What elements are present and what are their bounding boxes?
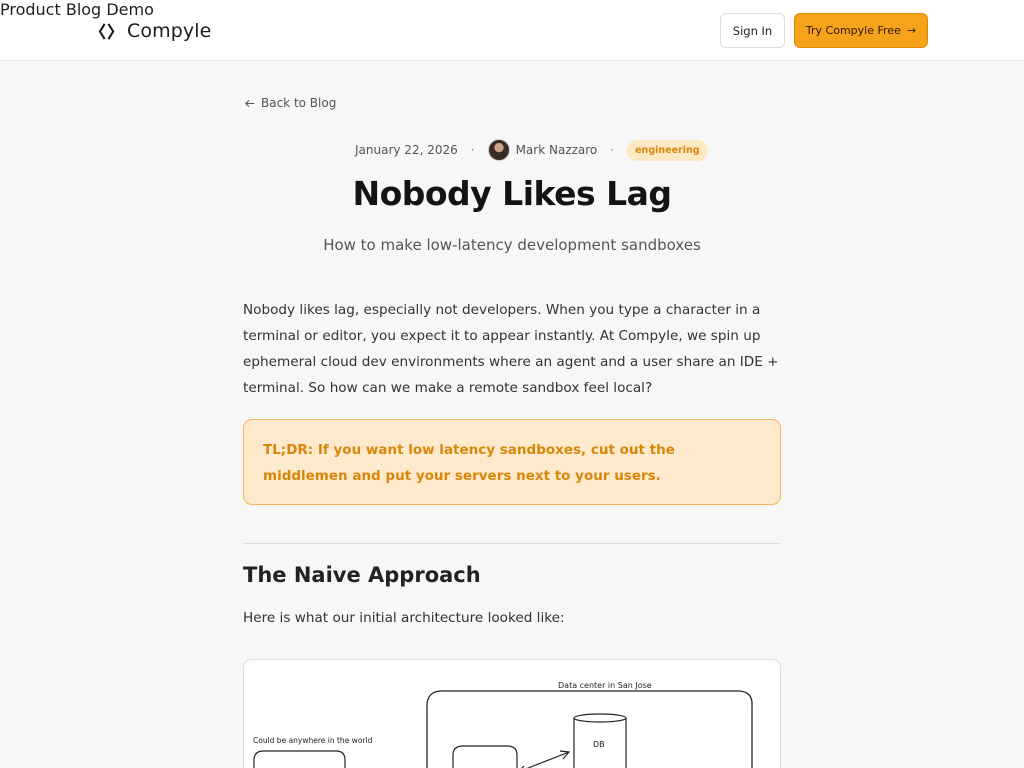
arrow-left-icon (244, 98, 255, 109)
section-heading: The Naive Approach (243, 563, 481, 587)
author-name[interactable]: Mark Nazzaro (515, 143, 598, 157)
intro-paragraph: Nobody likes lag, especially not developers. When you type a character in a terminal or editor, you expect it to appear instantly. At Compyle, we spin up ephemeral cloud dev environments where an agent and a user share an IDE + terminal. So how can we make a remote sandbox feel local? (243, 302, 779, 396)
client-label: Could be anywhere in the world (253, 736, 373, 745)
post-subtitle: How to make low-latency development sandboxes (323, 236, 701, 254)
author-avatar (488, 139, 510, 161)
brand-logo[interactable] (98, 18, 211, 44)
post-title: Nobody Likes Lag (352, 174, 672, 213)
category-tag[interactable]: engineering (627, 140, 707, 161)
architecture-diagram (243, 659, 781, 768)
connection-arrow (518, 752, 569, 768)
nav-blog[interactable]: Blog (65, 0, 102, 19)
meta-separator: · (470, 143, 475, 157)
post-meta (355, 137, 708, 163)
site-header (0, 0, 1024, 61)
sign-in-button[interactable]: Sign In (720, 13, 785, 48)
client-box (254, 751, 345, 768)
section-divider (243, 543, 780, 544)
try-free-label: Try Compyle Free (805, 24, 901, 37)
post-date: January 22, 2026 (355, 143, 458, 157)
back-to-blog-link[interactable] (244, 96, 336, 110)
nav-demo[interactable]: Demo (106, 0, 154, 19)
back-label: Back to Blog (261, 96, 337, 110)
datacenter-label: Data center in San Jose (558, 681, 652, 690)
diagram-canvas (244, 660, 781, 768)
tldr-callout: TL;DR: If you want low latency sandboxes, cut out the middlemen and put your servers next to your users. (243, 419, 781, 505)
arrow-right-icon: → (906, 24, 917, 37)
server-box (453, 746, 517, 768)
brand-name: Compyle (127, 20, 212, 42)
logo-icon (98, 22, 117, 41)
section-paragraph: Here is what our initial architecture looked like: (243, 610, 565, 626)
meta-separator: · (610, 143, 615, 157)
db-label: DB (593, 740, 605, 749)
datacenter-box (427, 691, 752, 768)
nav-product[interactable]: Product (0, 0, 61, 19)
try-free-button[interactable] (794, 13, 928, 48)
